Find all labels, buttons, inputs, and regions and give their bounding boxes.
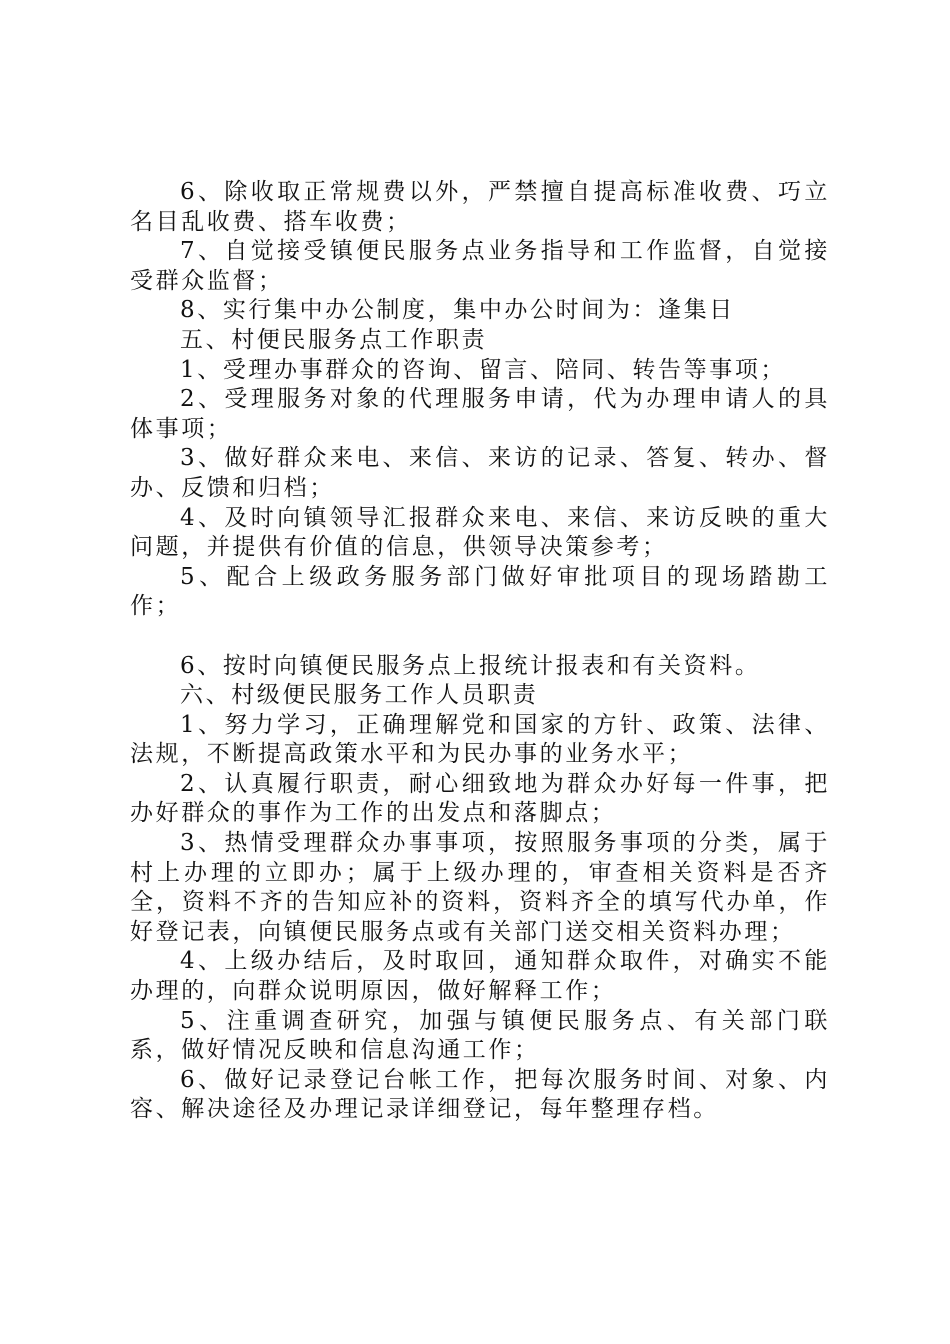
paragraph-duty-2: 2、受理服务对象的代理服务申请，代为办理申请人的具体事项； [130, 386, 830, 442]
paragraph-rule-7: 7、自觉接受镇便民服务点业务指导和工作监督，自觉接受群众监督； [130, 238, 830, 294]
document-body [130, 178, 830, 1125]
paragraph-staff-2: 2、认真履行职责，耐心细致地为群众办好每一件事，把办好群众的事作为工作的出发点和落脚点； [130, 770, 830, 827]
paragraph-duty-1: 1、受理办事群众的咨询、留言、陪同、转告等事项； [180, 356, 787, 383]
paragraph-duty-5: 5、配合上级政务服务部门做好审批项目的现场踏勘工作； [130, 563, 830, 620]
paragraph-duty-3: 3、做好群众来电、来信、来访的记录、答复、转办、督办、反馈和归档； [130, 445, 830, 501]
paragraph-rule-8: 8、实行集中办公制度，集中办公时间为：逢集日 [180, 297, 735, 324]
paragraph-duty-4: 4、及时向镇领导汇报群众来电、来信、来访反映的重大问题，并提供有价值的信息，供领导决策参考； [130, 504, 830, 561]
paragraph-duty-6: 6、按时向镇便民服务点上报统计报表和有关资料。 [180, 652, 761, 679]
paragraph-rule-6: 6、除收取正常规费以外，严禁擅自提高标准收费、巧立名目乱收费、搭车收费； [130, 179, 830, 235]
blank-line [130, 622, 830, 652]
paragraph-staff-4: 4、上级办结后，及时取回，通知群众取件，对确实不能办理的，向群众说明原因，做好解释工作； [130, 948, 830, 1005]
paragraph-staff-6: 6、做好记录登记台帐工作，把每次服务时间、对象、内容、解决途径及办理记录详细登记，每年整理存档。 [130, 1066, 830, 1123]
paragraph-staff-3: 3、热情受理群众办事事项，按照服务事项的分类，属于村上办理的立即办；属于上级办理的，审查相关资料是否齐全，资料不齐的告知应补的资料，资料齐全的填写代办单，作好登记表，向镇便民服务点或有关部门送交相关资料办理； [130, 830, 830, 945]
paragraph-staff-5: 5、注重调查研究，加强与镇便民服务点、有关部门联系，做好情况反映和信息沟通工作； [130, 1007, 830, 1064]
section-heading-6: 六、村级便民服务工作人员职责 [180, 682, 539, 709]
paragraph-staff-1: 1、努力学习，正确理解党和国家的方针、政策、法律、法规，不断提高政策水平和为民办事的业务水平； [130, 711, 830, 768]
section-heading-5: 五、村便民服务点工作职责 [180, 326, 488, 353]
